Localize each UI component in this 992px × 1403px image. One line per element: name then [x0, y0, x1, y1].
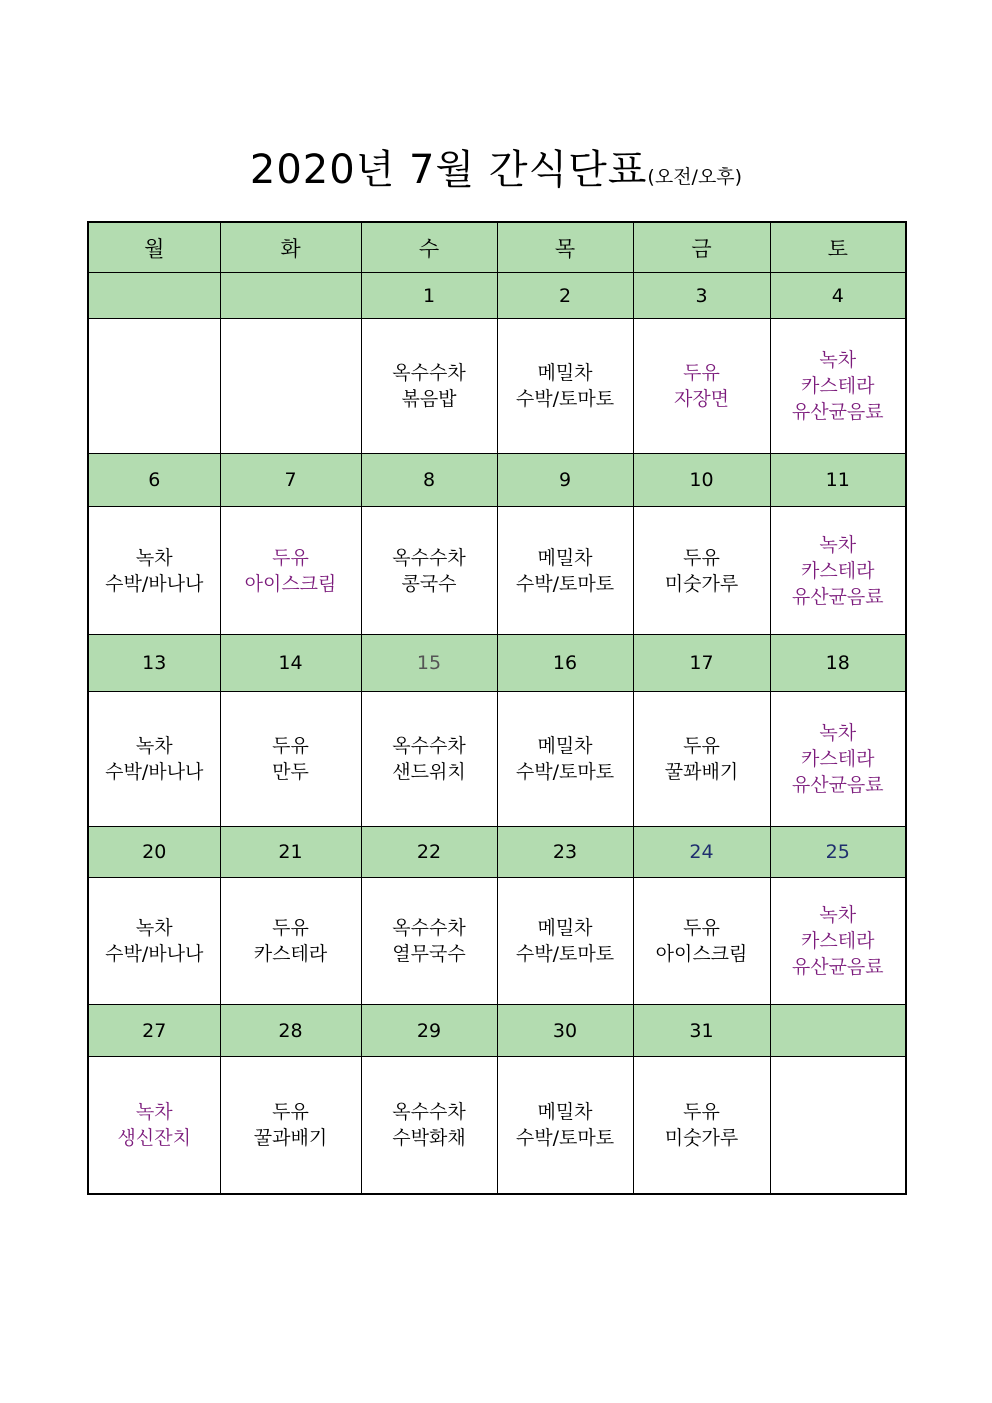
date-cell: 14: [220, 635, 361, 692]
date-cell: 25: [770, 827, 906, 878]
menu-row: [88, 878, 906, 1005]
menu-item: 메밀차: [537, 917, 593, 939]
menu-cell: [88, 507, 220, 635]
snack-calendar-table: [87, 221, 907, 1195]
menu-item: 수박/토마토: [515, 388, 615, 410]
menu-item: 미숫가루: [664, 572, 739, 595]
menu-row: [88, 1057, 906, 1194]
date-cell: 31: [633, 1005, 770, 1057]
menu-row: [88, 507, 906, 635]
title-main: 2020년 7월 간식단표: [249, 147, 648, 193]
menu-item: 유산균음료: [791, 774, 884, 796]
date-cell: 22: [361, 827, 497, 878]
menu-item: 두유: [272, 546, 309, 569]
menu-item: 카스테라: [801, 748, 875, 770]
date-cell: 3: [633, 273, 770, 319]
menu-cell: [770, 319, 906, 454]
menu-item: 콩국수: [401, 572, 457, 595]
menu-item: 볶음밥: [401, 388, 457, 410]
date-cell: 18: [770, 635, 906, 692]
menu-item: 메밀차: [537, 1100, 593, 1123]
menu-item: 꿀과배기: [253, 1126, 328, 1149]
menu-cell: [361, 878, 497, 1005]
menu-item: 두유: [272, 917, 309, 939]
date-cell: 21: [220, 827, 361, 878]
menu-item: 수박/토마토: [515, 572, 615, 595]
menu-cell: [220, 1057, 361, 1194]
menu-item: 옥수수차: [392, 1100, 466, 1123]
menu-item: 샌드위치: [392, 761, 466, 783]
menu-item: 메밀차: [537, 546, 593, 569]
menu-item: 수박/바나나: [105, 761, 204, 783]
menu-cell: [770, 507, 906, 635]
menu-row: [88, 319, 906, 454]
date-cell: 4: [770, 273, 906, 319]
menu-cell: [497, 692, 633, 827]
menu-cell: [633, 692, 770, 827]
menu-cell: [220, 878, 361, 1005]
menu-item: 수박/토마토: [515, 943, 615, 965]
menu-cell: [633, 878, 770, 1005]
weekday-header-row: [88, 222, 906, 273]
menu-item: 두유: [272, 1100, 309, 1123]
menu-item: 녹차: [135, 1100, 173, 1123]
menu-item: 수박화채: [392, 1126, 466, 1149]
date-cell: 7: [220, 454, 361, 507]
menu-item: 두유: [683, 917, 720, 939]
menu-item: 아이스크림: [244, 572, 337, 595]
menu-item: 녹차: [135, 546, 173, 569]
menu-item: 녹차: [819, 533, 857, 556]
menu-cell: [220, 692, 361, 827]
date-cell: 8: [361, 454, 497, 507]
menu-item: 옥수수차: [392, 362, 466, 384]
menu-item: 자장면: [673, 388, 730, 410]
menu-item: 두유: [272, 735, 309, 757]
menu-item: 카스테라: [253, 943, 328, 965]
weekday-wed: 수: [361, 222, 497, 273]
menu-cell: [497, 319, 633, 454]
menu-item: 두유: [683, 362, 720, 384]
title-subtitle: (오전/오후): [647, 166, 743, 188]
weekday-fri: 금: [633, 222, 770, 273]
date-cell: [88, 273, 220, 319]
date-cell: 23: [497, 827, 633, 878]
weekday-mon: 월: [88, 222, 220, 273]
date-row: [88, 273, 906, 319]
menu-cell: [88, 1057, 220, 1194]
menu-cell: [88, 319, 220, 454]
date-cell: 2: [497, 273, 633, 319]
menu-cell: [220, 319, 361, 454]
date-cell: 24: [633, 827, 770, 878]
date-cell: 15: [361, 635, 497, 692]
menu-item: 두유: [683, 735, 720, 757]
date-cell: 16: [497, 635, 633, 692]
date-cell: 20: [88, 827, 220, 878]
menu-cell: [88, 692, 220, 827]
date-row: [88, 827, 906, 878]
menu-item: 생신잔치: [117, 1126, 191, 1149]
weekday-sat: 토: [770, 222, 906, 273]
menu-item: 옥수수차: [392, 917, 466, 939]
menu-cell: [361, 507, 497, 635]
menu-cell: [770, 1057, 906, 1194]
menu-item: 카스테라: [801, 559, 875, 582]
menu-item: 수박/토마토: [515, 761, 615, 783]
menu-item: 꿀꽈배기: [664, 761, 739, 783]
date-cell: [220, 273, 361, 319]
date-row: [88, 454, 906, 507]
menu-cell: [497, 878, 633, 1005]
weekday-thu: 목: [497, 222, 633, 273]
menu-cell: [633, 507, 770, 635]
menu-item: 메밀차: [537, 735, 593, 757]
menu-item: 수박/바나나: [105, 572, 204, 595]
date-cell: 11: [770, 454, 906, 507]
menu-item: 미숫가루: [664, 1126, 739, 1149]
menu-item: 옥수수차: [392, 735, 466, 757]
menu-cell: [361, 692, 497, 827]
menu-item: 녹차: [135, 917, 173, 939]
menu-row: [88, 692, 906, 827]
date-cell: 9: [497, 454, 633, 507]
date-cell: 6: [88, 454, 220, 507]
menu-item: 수박/토마토: [515, 1126, 615, 1149]
date-cell: [770, 1005, 906, 1057]
menu-item: 옥수수차: [392, 546, 466, 569]
menu-item: 메밀차: [537, 362, 593, 384]
menu-item: 카스테라: [801, 375, 875, 397]
menu-item: 수박/바나나: [105, 943, 204, 965]
date-cell: 29: [361, 1005, 497, 1057]
menu-cell: [361, 1057, 497, 1194]
date-row: [88, 635, 906, 692]
menu-cell: [770, 878, 906, 1005]
menu-item: 만두: [272, 761, 309, 783]
menu-cell: [220, 507, 361, 635]
date-cell: 28: [220, 1005, 361, 1057]
menu-cell: [770, 692, 906, 827]
date-cell: 10: [633, 454, 770, 507]
menu-item: 녹차: [135, 735, 173, 757]
menu-item: 녹차: [819, 349, 857, 371]
weekday-tue: 화: [220, 222, 361, 273]
menu-cell: [88, 878, 220, 1005]
menu-item: 두유: [683, 546, 720, 569]
menu-item: 유산균음료: [791, 401, 884, 423]
menu-cell: [361, 319, 497, 454]
menu-item: 유산균음료: [791, 585, 884, 608]
menu-cell: [633, 1057, 770, 1194]
menu-item: 녹차: [819, 722, 857, 744]
menu-item: 녹차: [819, 904, 857, 926]
menu-cell: [633, 319, 770, 454]
menu-item: 아이스크림: [655, 943, 748, 965]
page-title: [0, 138, 992, 195]
menu-item: 유산균음료: [791, 956, 884, 978]
menu-cell: [497, 1057, 633, 1194]
date-cell: 1: [361, 273, 497, 319]
menu-item: 카스테라: [801, 930, 875, 952]
menu-cell: [497, 507, 633, 635]
date-cell: 17: [633, 635, 770, 692]
date-cell: 27: [88, 1005, 220, 1057]
menu-item: 열무국수: [392, 943, 466, 965]
date-cell: 13: [88, 635, 220, 692]
menu-item: 두유: [683, 1100, 720, 1123]
date-cell: 30: [497, 1005, 633, 1057]
date-row: [88, 1005, 906, 1057]
